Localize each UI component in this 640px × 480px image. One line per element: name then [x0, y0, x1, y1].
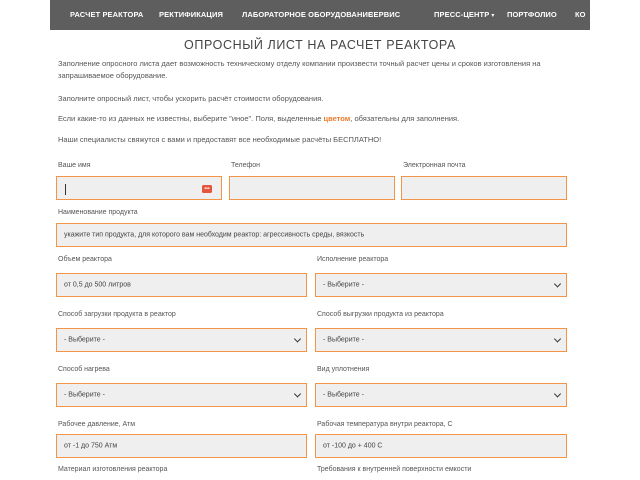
nav-item-contacts[interactable]: КО — [575, 10, 586, 19]
execution-label: Исполнение реактора — [317, 256, 389, 263]
intro-p3-text-end: , обязательны для заполнения. — [350, 114, 460, 123]
volume-label: Объем реактора — [58, 256, 112, 263]
autofill-key-icon[interactable]: ••• — [202, 185, 212, 193]
intro-p3-accent: цветом — [323, 114, 351, 123]
intro-p3-text: Если какие-то из данных не известны, выберите "иное". Поля, выделенные — [58, 114, 324, 123]
temperature-input-value: от -100 до + 400 С — [323, 442, 383, 450]
pressure-label: Рабочее давление, Атм — [58, 421, 136, 428]
loading-select[interactable] — [56, 328, 307, 352]
chevron-down-icon: ▾ — [491, 13, 495, 19]
phone-input[interactable] — [229, 176, 395, 200]
heating-select[interactable] — [56, 383, 307, 407]
temperature-label: Рабочая температура внутри реактора, С — [317, 421, 453, 428]
name-label: Ваше имя — [58, 162, 91, 169]
chevron-down-icon — [554, 280, 561, 287]
nav-item-portfolio[interactable]: ПОРТФОЛИО — [507, 10, 557, 19]
loading-label: Способ загрузки продукта в реактор — [58, 311, 176, 318]
intro-paragraph-2: Заполните опросный лист, чтобы ускорить расчёт стоимости оборудования. — [58, 94, 324, 103]
nav-item-rectification[interactable]: РЕКТИФИКАЦИЯ — [159, 10, 223, 19]
execution-select[interactable] — [315, 273, 567, 297]
unloading-select-value: - Выберите - — [323, 336, 364, 344]
chevron-down-icon — [554, 335, 561, 342]
product-input-value: укажите тип продукта, для которого вам необходим реактор: агрессивность среды, вязкость — [64, 231, 365, 239]
nav-item-lab-equipment[interactable]: ЛАБОРАТОРНОЕ ОБОРУДОВАНИЕ — [242, 10, 374, 19]
unloading-label: Способ выгрузки продукта из реактора — [317, 311, 444, 318]
seal-select-value: - Выберите - — [323, 391, 364, 399]
heating-label: Способ нагрева — [58, 366, 110, 373]
material-label: Материал изготовления реактора — [58, 466, 168, 473]
nav-item-service[interactable]: СЕРВИС — [368, 10, 401, 19]
unloading-select[interactable] — [315, 328, 567, 352]
product-input[interactable] — [56, 223, 567, 247]
text-cursor — [65, 184, 66, 195]
chevron-down-icon — [554, 390, 561, 397]
email-input[interactable] — [401, 176, 567, 200]
volume-input-value: от 0,5 до 500 литров — [64, 281, 131, 289]
intro-paragraph-1: Заполнение опросного листа дает возможность техническому отделу компании произвести точный расчет цены и сроков изготовления на запрашиваемое оборудование. — [58, 59, 541, 80]
intro-paragraph-4: Наши специалисты свяжутся с вами и предоставят все необходимые расчёты БЕСПЛАТНО! — [58, 135, 382, 144]
volume-input[interactable] — [56, 273, 307, 297]
page-title: ОПРОСНЫЙ ЛИСТ НА РАСЧЕТ РЕАКТОРА — [184, 38, 456, 52]
main-nav — [50, 0, 590, 30]
temperature-input[interactable] — [315, 434, 567, 458]
seal-select[interactable] — [315, 383, 567, 407]
pressure-input-value: от -1 до 750 Атм — [64, 442, 118, 450]
nav-item-reactor-calc[interactable]: РАСЧЕТ РЕАКТОРА — [70, 10, 144, 19]
product-label: Наименование продукта — [58, 209, 138, 216]
intro-paragraph-3 — [58, 113, 558, 125]
execution-select-value: - Выберите - — [323, 281, 364, 289]
nav-item-press-center-label: ПРЕСС-ЦЕНТР — [434, 10, 490, 19]
chevron-down-icon — [294, 390, 301, 397]
heating-select-value: - Выберите - — [64, 391, 105, 399]
pressure-input[interactable] — [56, 434, 307, 458]
name-input[interactable] — [56, 176, 222, 200]
chevron-down-icon — [294, 335, 301, 342]
email-label: Электронная почта — [403, 162, 466, 169]
phone-label: Телефон — [231, 162, 261, 169]
nav-item-press-center[interactable] — [434, 0, 494, 30]
loading-select-value: - Выберите - — [64, 336, 105, 344]
seal-label: Вид уплотнения — [317, 366, 370, 373]
surface-label: Требования к внутренней поверхности емкости — [317, 466, 472, 473]
